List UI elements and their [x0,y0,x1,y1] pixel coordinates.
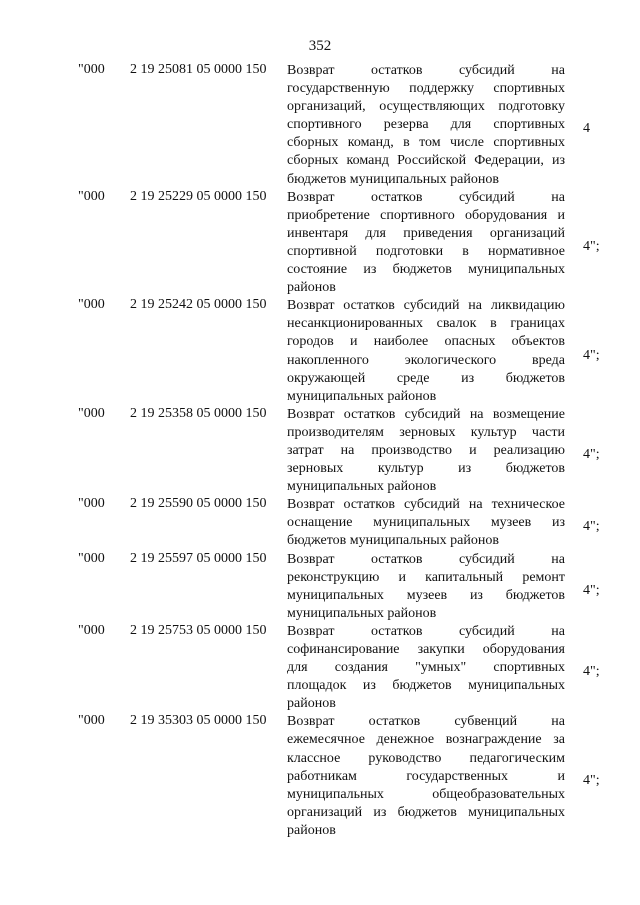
description-line: ежемесячное денежное вознаграждение за [287,732,565,748]
description-line: затрат на производство и реализацию [287,442,565,458]
table-row [0,62,640,189]
code-prefix: "000 [78,62,105,77]
budget-code: 2 19 35303 05 0000 150 [130,713,267,729]
column-value: 4"; [583,519,600,535]
description-line: сборных команд Российской Федерации, из [287,153,565,169]
table-row [0,406,640,496]
description-line: Возврат остатков субсидий на [287,623,565,639]
budget-code: 2 19 25358 05 0000 150 [130,405,267,421]
column-value: 4"; [583,238,600,254]
description-line: для создания "умных" спортивных [287,660,565,676]
table-row [0,623,640,713]
description-line: организаций из бюджетов муниципальных [287,804,565,820]
code-prefix: "000 [78,496,105,512]
description-line: спортивного резерва для спортивных [287,117,565,133]
code-prefix: "000 [78,188,105,204]
description-line: спортивной подготовки в нормативное [287,243,565,259]
description-line: классное руководство педагогическим [287,750,565,766]
code-description [287,623,565,713]
budget-code: 2 19 25597 05 0000 150 [130,550,267,566]
code-description [287,406,565,496]
description-line: сборных команд, в том числе спортивных [287,135,565,151]
description-line: площадок из бюджетов муниципальных [287,678,565,694]
description-line: Возврат остатков субсидий на техническое [287,497,565,513]
description-line: Возврат остатков субсидий на [287,551,565,567]
code-prefix: "000 [78,713,105,729]
table-row [0,496,640,550]
code-prefix: "000 [78,622,105,638]
description-line: муниципальных общеобразовательных [287,786,565,802]
description-line: государственную поддержку спортивных [287,81,565,97]
description-line: бюджетов муниципальных районов [287,533,499,549]
description-line: муниципальных районов [287,479,437,495]
description-line: Возврат остатков субсидий на [287,63,565,78]
description-line: производителям зерновых культур части [287,424,565,440]
budget-code: 2 19 25590 05 0000 150 [130,496,267,512]
description-line: реконструкцию и капитальный ремонт [287,569,565,585]
column-value: 4"; [583,447,600,463]
description-line: Возврат остатков субсидий на возмещение [287,406,565,422]
code-prefix: "000 [78,550,105,566]
description-line: муниципальных музеев из бюджетов [287,587,565,603]
table-row [0,297,640,406]
description-line: состояние из бюджетов муниципальных [287,262,565,278]
table-row [0,189,640,298]
column-value: 4 [583,121,590,137]
code-description [287,713,565,840]
description-line: Возврат остатков субсидий на [287,189,565,205]
description-line: муниципальных районов [287,605,437,621]
description-line: работникам государственных и [287,768,565,784]
code-description [287,551,565,623]
description-line: зерновых культур из бюджетов [287,461,565,477]
table-row [0,713,640,840]
code-description [287,62,565,189]
code-description [287,496,565,550]
description-line: районов [287,696,336,712]
description-line: софинансирование закупки оборудования [287,642,565,657]
code-prefix: "000 [78,297,105,313]
description-line: накопленного экологического вреда [287,352,565,368]
description-line: организаций, осуществляющих подготовку [287,99,565,115]
code-description [287,189,565,298]
description-line: районов [287,280,336,296]
description-line: Возврат остатков субсидий на ликвидацию [287,298,565,314]
description-line: несанкционированных свалок в границах [287,316,565,332]
code-description [287,297,565,406]
description-line: инвентаря для приведения организаций [287,225,565,241]
budget-code: 2 19 25081 05 0000 150 [130,62,267,77]
description-line: районов [287,822,336,838]
column-value: 4"; [583,347,600,363]
page-number: 352 [308,38,332,54]
description-line: окружающей среде из бюджетов [287,370,565,386]
budget-code: 2 19 25229 05 0000 150 [130,188,267,204]
description-line: муниципальных районов [287,388,437,404]
budget-code: 2 19 25753 05 0000 150 [130,622,267,638]
description-line: бюджетов муниципальных районов [287,171,499,187]
description-line: оснащение муниципальных музеев из [287,515,565,531]
table-row [0,551,640,623]
code-prefix: "000 [78,405,105,421]
column-value: 4"; [583,582,600,598]
column-value: 4"; [583,664,600,680]
description-line: Возврат остатков субвенций на [287,714,565,730]
description-line: приобретение спортивного оборудования и [287,207,565,223]
budget-code: 2 19 25242 05 0000 150 [130,297,267,313]
budget-code-table [0,62,640,840]
description-line: городов и наиболее опасных объектов [287,334,565,350]
column-value: 4"; [583,772,600,788]
